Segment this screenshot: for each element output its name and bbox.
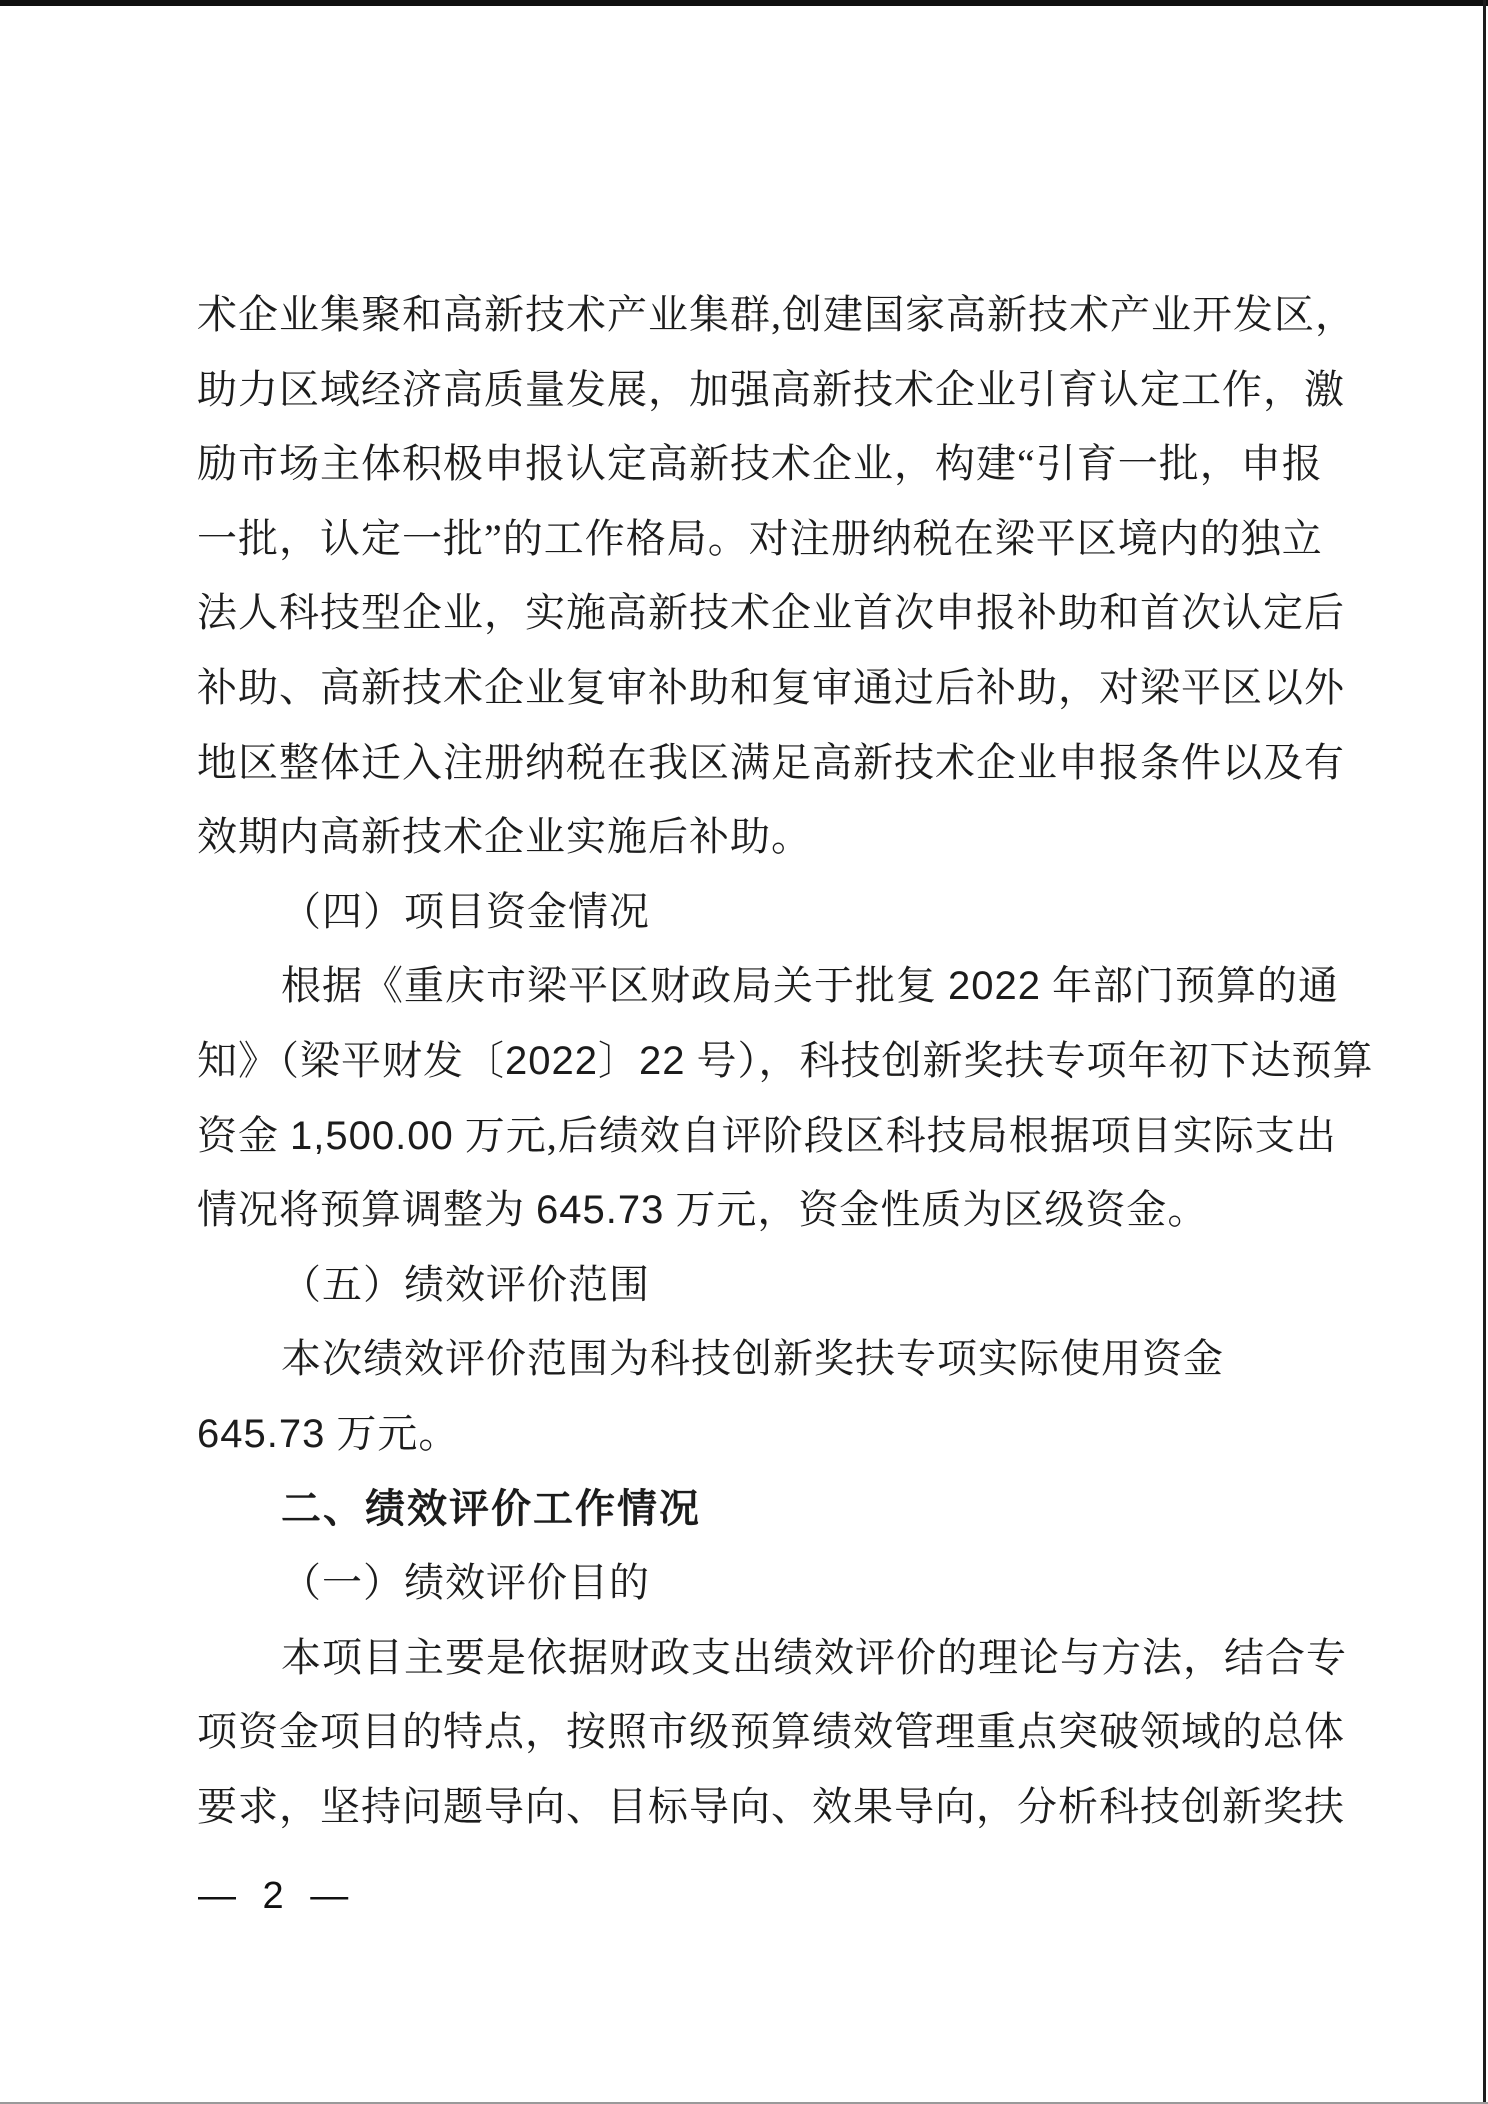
text-lines: [197, 278, 1374, 1844]
numeric-text: 22: [638, 1038, 686, 1083]
text-line: （四）项目资金情况: [281, 888, 650, 934]
text-line: 要求，坚持问题导向、目标导向、效果导向，分析科技创新奖扶: [197, 1783, 1345, 1829]
text-line: 助力区域经济高质量发展，加强高新技术企业引育认定工作，激: [197, 366, 1345, 412]
text-line: 地区整体迁入注册纳税在我区满足高新技术企业申报条件以及有: [197, 739, 1345, 785]
text-line: （五）绩效评价范围: [281, 1261, 650, 1307]
text-line: 励市场主体积极申报认定高新技术企业，构建“引育一批，申报: [197, 441, 1323, 487]
text-line: 资金 1,500.00 万元,后绩效自评阶段区科技局根据项目实际支出: [197, 1112, 1337, 1158]
numeric-text: 2022: [505, 1038, 598, 1083]
numeric-text: 1,500.00: [290, 1113, 454, 1158]
page-right-border: [1483, 0, 1486, 2104]
text-line: 项资金项目的特点，按照市级预算绩效管理重点突破领域的总体: [197, 1709, 1345, 1755]
numeric-text: 645.73: [197, 1411, 326, 1456]
text-line: 术企业集聚和高新技术产业集群,创建国家高新技术产业开发区，: [197, 292, 1356, 337]
text-line: 情况将预算调整为 645.73 万元，资金性质为区级资金。: [197, 1187, 1209, 1233]
text-line: 根据《重庆市梁平区财政局关于批复 2022 年部门预算的通: [281, 963, 1339, 1009]
text-line: 本项目主要是依据财政支出绩效评价的理论与方法，结合专: [281, 1634, 1347, 1680]
text-line: 一批，认定一批”的工作格局。对注册纳税在梁平区境内的独立: [197, 515, 1323, 561]
page-top-border: [0, 0, 1488, 6]
numeric-text: 2022: [948, 964, 1041, 1009]
text-line: 本次绩效评价范围为科技创新奖扶专项实际使用资金: [281, 1336, 1224, 1382]
text-line: 知》（梁平财发〔2022〕22 号），科技创新奖扶专项年初下达预算: [197, 1037, 1374, 1083]
page-number: — 2 —: [198, 1875, 357, 1917]
text-line: 效期内高新技术企业实施后补助。: [197, 814, 812, 860]
section-heading: 二、绩效评价工作情况: [281, 1486, 701, 1531]
text-line: 645.73 万元。: [197, 1410, 460, 1456]
text-line: 法人科技型企业，实施高新技术企业首次申报补助和首次认定后: [197, 590, 1345, 636]
text-line: 补助、高新技术企业复审补助和复审通过后补助，对梁平区以外: [197, 664, 1345, 710]
text-line: （一）绩效评价目的: [281, 1560, 650, 1606]
numeric-text: 645.73: [536, 1188, 665, 1233]
